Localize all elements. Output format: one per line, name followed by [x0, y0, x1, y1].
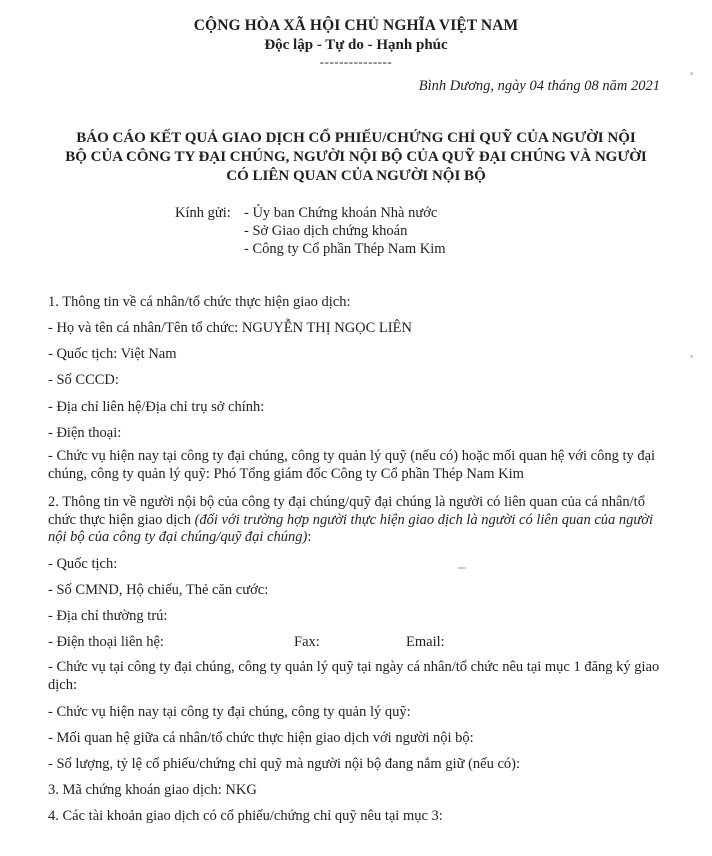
- s2-holding-line: - Số lượng, tỷ lệ cổ phiếu/chứng chỉ quỹ mà người nội bộ đang nắm giữ (nếu có):: [48, 756, 521, 772]
- section-3-line: 3. Mã chứng khoán giao dịch: NKG: [48, 782, 257, 798]
- recipient-item: - Công ty Cổ phần Thép Nam Kim: [244, 241, 446, 257]
- report-title-line-1: BÁO CÁO KẾT QUẢ GIAO DỊCH CỔ PHIẾU/CHỨNG CHỈ QUỸ CỦA NGƯỜI NỘI: [76, 130, 636, 146]
- report-title-line-2: BỘ CỦA CÔNG TY ĐẠI CHÚNG, NGƯỜI NỘI BỘ CỦA QUỸ ĐẠI CHÚNG VÀ NGƯỜI: [65, 149, 647, 165]
- s1-phone-line: - Điện thoại:: [48, 425, 122, 441]
- s2-phone-line: - Điện thoại liên hệ:: [48, 634, 164, 650]
- scan-speck: [690, 355, 693, 358]
- s1-address-line: - Địa chỉ liên hệ/Địa chỉ trụ sở chính:: [48, 399, 265, 415]
- section-4-line: 4. Các tài khoản giao dịch có cổ phiếu/chứng chỉ quỹ nêu tại mục 3:: [48, 808, 443, 824]
- section-2-heading: [48, 494, 668, 547]
- report-title-line-3: CÓ LIÊN QUAN CỦA NGƯỜI NỘI BỘ: [226, 168, 486, 184]
- s1-nationality-line: - Quốc tịch: Việt Nam: [48, 346, 177, 362]
- motto-header: Độc lập - Tự do - Hạnh phúc: [264, 37, 448, 53]
- recipient-item: - Ủy ban Chứng khoán Nhà nước: [244, 205, 438, 221]
- s2-position-now-line: - Chức vụ hiện nay tại công ty đại chúng, công ty quản lý quỹ:: [48, 704, 411, 720]
- s2-id-line: - Số CMND, Hộ chiếu, Thẻ căn cước:: [48, 582, 269, 598]
- section-1-heading: 1. Thông tin về cá nhân/tổ chức thực hiện giao dịch:: [48, 294, 351, 310]
- recipient-item: - Sở Giao dịch chứng khoán: [244, 223, 408, 239]
- s2-relation-line: - Mối quan hệ giữa cá nhân/tổ chức thực hiện giao dịch với người nội bộ:: [48, 730, 474, 746]
- s1-position-paragraph: - Chức vụ hiện nay tại công ty đại chúng, công ty quản lý quỹ (nếu có) hoặc mối quan hệ với công ty đại chúng, công ty quản lý quỹ: Phó Tổng giám đốc Công ty Cổ phần Thép Nam Kim: [48, 448, 656, 482]
- s2-position-at-registration: - Chức vụ tại công ty đại chúng, công ty quản lý quỹ tại ngày cá nhân/tổ chức nêu tại mục 1 đăng ký giao dịch:: [48, 659, 660, 693]
- s2-heading-colon: :: [307, 529, 312, 545]
- s2-nationality-line: - Quốc tịch:: [48, 556, 118, 572]
- s2-email-label: Email:: [406, 634, 445, 650]
- scan-speck: [458, 567, 466, 569]
- s1-id-line: - Số CCCD:: [48, 372, 119, 388]
- header-divider: ---------------: [319, 54, 393, 69]
- country-header: CỘNG HÒA XÃ HỘI CHỦ NGHĨA VIỆT NAM: [193, 17, 519, 34]
- date-line: Bình Dương, ngày 04 tháng 08 năm 2021: [418, 78, 660, 94]
- s1-name-line: - Họ và tên cá nhân/Tên tổ chức: NGUYỄN THỊ NGỌC LIÊN: [48, 320, 412, 336]
- s2-heading-text: 2. Thông tin về người nội bộ của công ty đại chúng/quỹ đại chúng là người có liên quan của cá nhân/tổ chức thực hiện giao dịch: [48, 494, 645, 528]
- s2-address-line: - Địa chỉ thường trú:: [48, 608, 168, 624]
- scan-speck: [690, 72, 693, 75]
- recipients-label: Kính gửi:: [175, 205, 231, 221]
- s2-heading-italic-text: (đối với trường hợp người thực hiện giao dịch là người có liên quan của người nội bộ của công ty đại chúng/quỹ đại chúng): [48, 511, 654, 545]
- s2-fax-label: Fax:: [294, 634, 320, 650]
